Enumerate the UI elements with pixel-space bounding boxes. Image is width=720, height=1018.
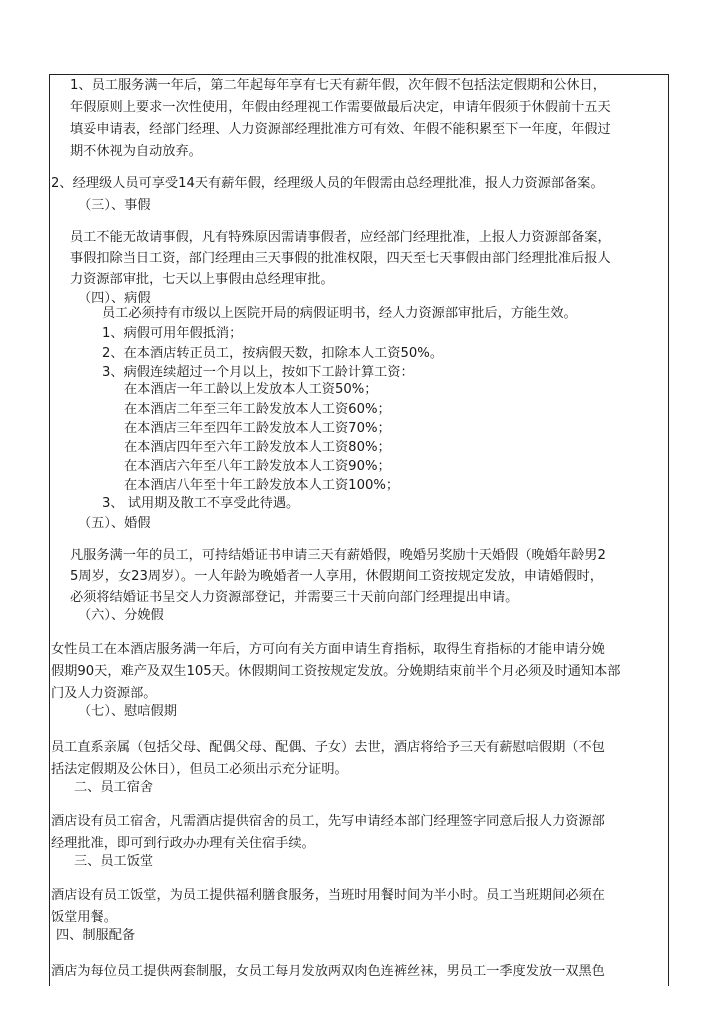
text-line: 必须将结婚证书呈交人力资源部登记，并需要三十天前向部门经理提出申请。 — [70, 590, 519, 605]
text-line: 员工不能无故请事假，凡有特殊原因需请事假者，应经部门经理批准，上报人力资源部备案， — [70, 230, 611, 245]
text-line: 在本酒店八年至十年工龄发放本人工资100%； — [124, 478, 400, 493]
text-line: 酒店为每位员工提供两套制服，女员工每月发放两双肉色连裤丝袜，男员工一季度发放一双黑色 — [51, 964, 605, 979]
text-line: 四、制服配备 — [56, 928, 136, 943]
text-line: （三）、事假 — [78, 198, 151, 213]
text-line: 假期90天，难产及双生105天。休假期间工资按规定发放。分娩期结束前半个月必须及时通知本部 — [51, 664, 621, 679]
text-line: 在本酒店三年至四年工龄发放本人工资70%； — [124, 421, 391, 436]
text-line: 经理批准，即可到行政办办理有关住宿手续。 — [51, 836, 315, 851]
text-line: 员工直系亲属（包括父母、配偶父母、配偶、子女）去世，酒店将给予三天有薪慰唁假期（不包 — [51, 740, 605, 755]
text-line: 在本酒店二年至三年工龄发放本人工资60%； — [124, 402, 391, 417]
text-line: 事假扣除当日工资，部门经理由三天事假的批准权限，四天至七天事假由部门经理批准后报人 — [70, 251, 611, 266]
text-line: 女性员工在本酒店服务满一年后，方可向有关方面申请生育指标，取得生育指标的才能申请分娩 — [51, 642, 605, 657]
text-line: 门及人力资源部。 — [51, 686, 157, 701]
text-line: 二、员工宿舍 — [74, 780, 154, 795]
text-line: 凡服务满一年的员工，可持结婚证书申请三天有薪婚假，晚婚另奖励十天婚假（晚婚年龄男2 — [70, 548, 606, 563]
text-line: 在本酒店四年至六年工龄发放本人工资80%； — [124, 440, 391, 455]
text-line: 力资源部审批，七天以上事假由总经理审批。 — [70, 272, 334, 287]
text-line: 三、员工饭堂 — [74, 854, 154, 869]
text-line: 饭堂用餐。 — [51, 910, 117, 925]
text-line: 期不休视为自动放弃。 — [70, 144, 202, 159]
text-line: 1、员工服务满一年后，第二年起每年享有七天有薪年假，次年假不包括法定假期和公休日， — [70, 78, 606, 93]
text-line: 3、病假连续超过一个月以上，按如下工龄计算工资： — [102, 365, 414, 380]
text-line: 填妥申请表，经部门经理、人力资源部经理批准方可有效、年假不能积累至下一年度，年假过 — [70, 122, 611, 137]
text-line: 括法定假期及公休日），但员工必须出示充分证明。 — [51, 762, 348, 777]
text-line: （六）、分娩假 — [78, 608, 164, 623]
text-line: （七）、慰唁假期 — [78, 704, 177, 719]
text-line: （五）、婚假 — [78, 516, 151, 531]
text-line: 在本酒店六年至八年工龄发放本人工资90%； — [124, 459, 391, 474]
text-line: 2、经理级人员可享受14天有薪年假，经理级人员的年假需由总经理批准，报人力资源部备案。 — [51, 176, 604, 191]
text-line: 5周岁，女23周岁）。一人年龄为晚婚者一人享用，休假期间工资按规定发放，申请婚假时， — [70, 569, 603, 584]
text-line: 3、 试用期及散工不享受此待遇。 — [102, 496, 300, 511]
text-line: 2、在本酒店转正员工，按病假天数，扣除本人工资50%。 — [102, 346, 444, 361]
text-line: 酒店设有员工宿舍，凡需酒店提供宿舍的员工，先写申请经本部门经理签字同意后报人力资源部 — [51, 814, 605, 829]
text-line: 在本酒店一年工龄以上发放本人工资50%； — [124, 382, 378, 397]
text-line: 员工必须持有市级以上医院开局的病假证明书，经人力资源部审批后，方能生效。 — [102, 306, 577, 321]
text-line: 1、病假可用年假抵消； — [102, 326, 243, 341]
text-line: 酒店设有员工饭堂，为员工提供福利膳食服务，当班时用餐时间为半小时。员工当班期间必须在 — [51, 888, 605, 903]
text-line: （四）、病假 — [78, 291, 151, 306]
text-line: 年假原则上要求一次性使用，年假由经理视工作需要做最后决定，申请年假须于休假前十五天 — [70, 100, 611, 115]
